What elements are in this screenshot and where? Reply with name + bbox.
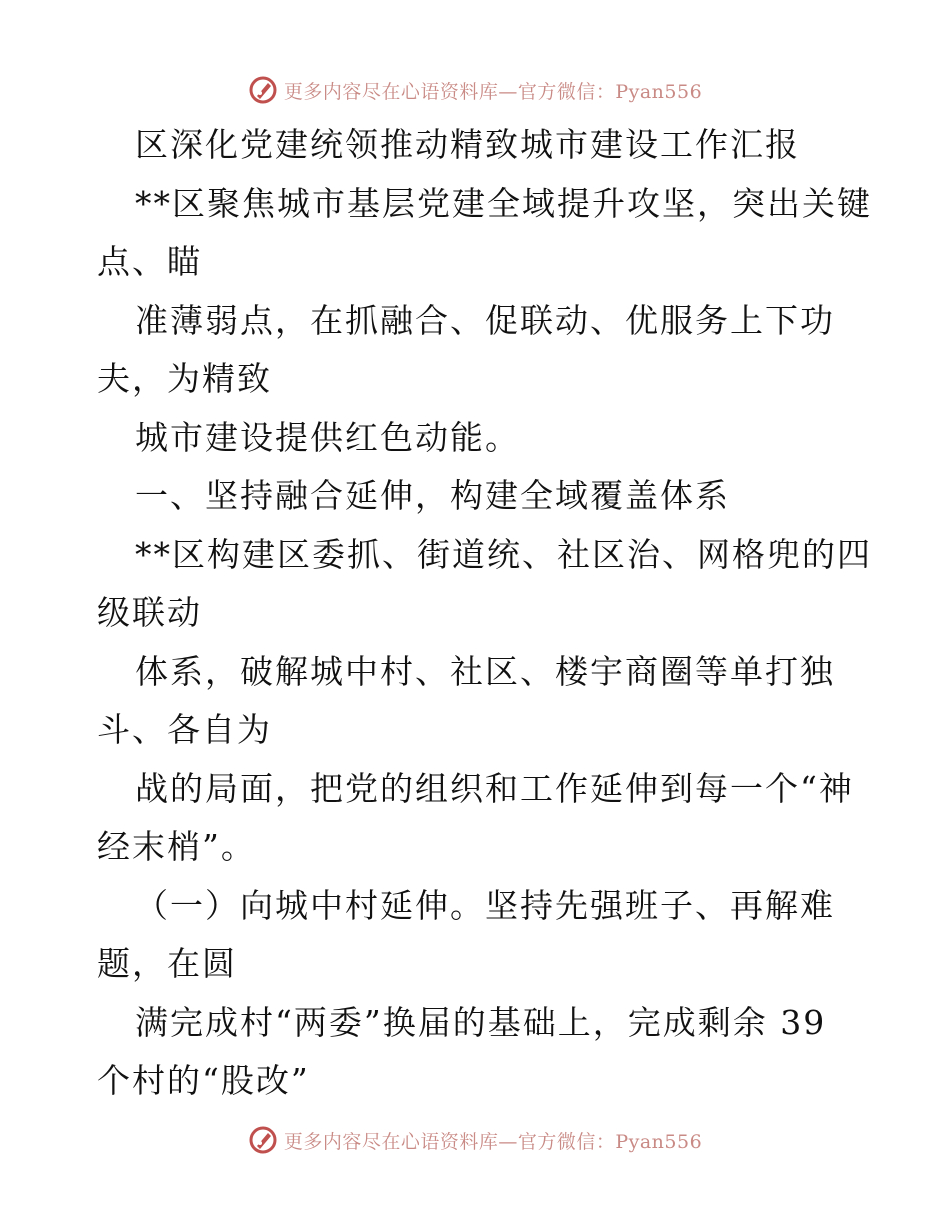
footer-watermark-banner <box>0 1120 950 1160</box>
text-line: 满完成村“两委”换届的基础上，完成剩余 39 <box>135 1002 827 1042</box>
watermark-text: 更多内容尽在心语资料库—官方微信：Pyan556 <box>283 80 703 103</box>
text-line: 体系，破解城中村、社区、楼宇商圈等单打独 <box>135 651 835 691</box>
subsection-heading: （一）向城中村延伸。坚持先强班子、再解难 <box>135 885 835 925</box>
text-line: 个村的“股改” <box>97 1061 310 1100</box>
text-line: **区构建区委抓、街道统、社区治、网格兜的四 <box>135 534 872 574</box>
text-line: 城市建设提供红色动能。 <box>135 417 520 457</box>
pen-logo-icon <box>248 75 278 105</box>
text-line: 点、瞄 <box>97 242 202 281</box>
text-line: **区聚焦城市基层党建全域提升攻坚，突出关键 <box>135 183 872 223</box>
document-body <box>97 116 872 1111</box>
header-watermark-banner <box>0 70 950 110</box>
text-line: 经末梢”。 <box>97 827 256 866</box>
text-line: 区深化党建统领推动精致城市建设工作汇报 <box>135 125 800 164</box>
section-heading: 一、坚持融合延伸，构建全域覆盖体系 <box>135 476 730 515</box>
text-line: 夫，为精致 <box>97 359 272 398</box>
text-line: 级联动 <box>97 593 202 632</box>
pen-logo-icon <box>248 1125 278 1155</box>
text-line: 准薄弱点，在抓融合、促联动、优服务上下功 <box>135 300 835 340</box>
text-line: 斗、各自为 <box>97 710 272 749</box>
watermark-text: 更多内容尽在心语资料库—官方微信：Pyan556 <box>283 1130 703 1153</box>
text-line: 题，在圆 <box>97 944 237 983</box>
text-line: 战的局面，把党的组织和工作延伸到每一个“神 <box>135 768 854 808</box>
